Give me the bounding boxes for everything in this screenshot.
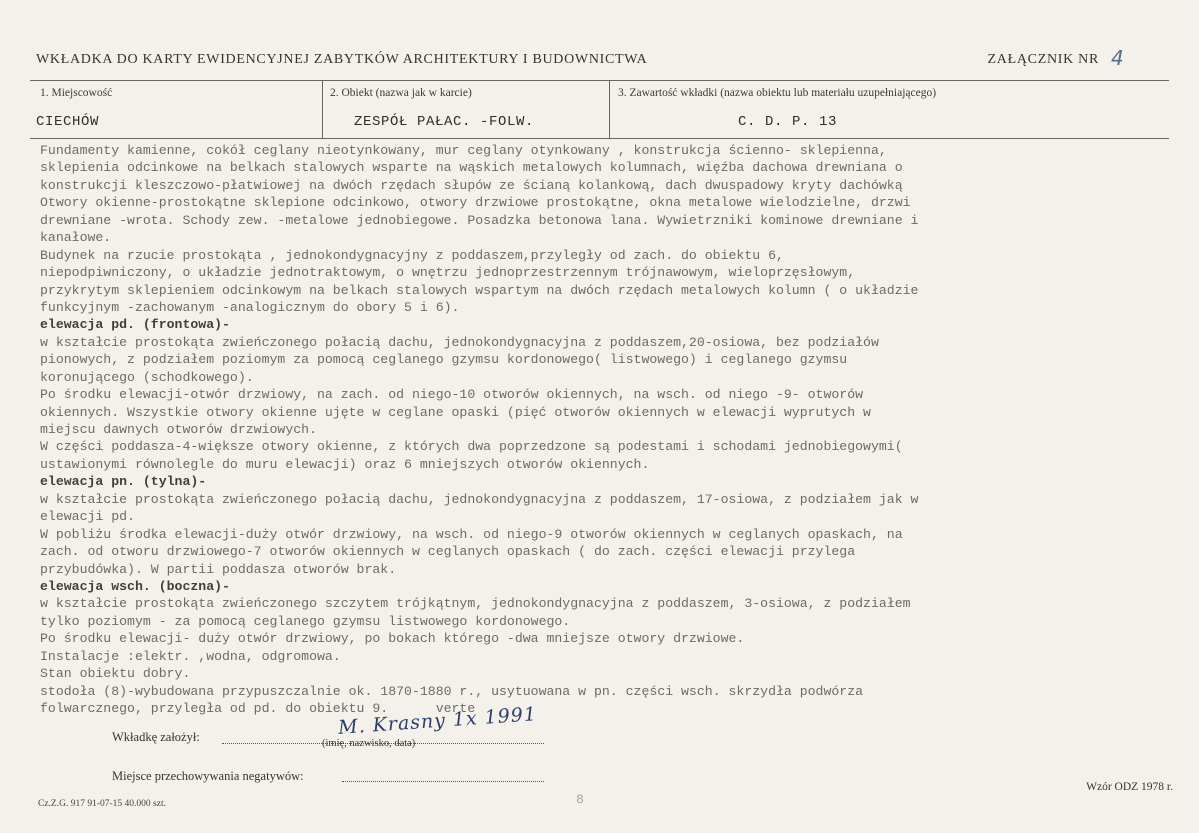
- text-line: stodoła (8)-wybudowana przypuszczalnie ok. 1870-1880 r., usytuowana w pn. części wsch. skrzydła podwórza: [40, 683, 864, 699]
- page-number: 8: [576, 792, 584, 807]
- locality-label: 1. Miejscowość: [40, 87, 113, 99]
- locality-value: CIECHÓW: [36, 114, 100, 130]
- text-line: miejscu dawnych otworów drzwiowych.: [40, 422, 317, 437]
- form-title: WKŁADKA DO KARTY EWIDENCYJNEJ ZABYTKÓW ARCHITEKTURY I BUDOWNICTWA: [36, 52, 648, 67]
- text-line: zach. od otworu drzwiowego-7 otworów okiennych w ceglanych opaskach ( do zach. części elewacji przylega: [40, 544, 856, 560]
- negatives-label: Miejsce przechowywania negatywów:: [112, 769, 304, 783]
- text-line: okiennych. Wszystkie otwory okienne ujęte w ceglane opaski (pięć otworów okiennych w elewacji wyprutych w: [40, 404, 871, 420]
- text-line: przykrytym sklepieniem odcinkowym na belkach stalowych wspartym na dwóch rzędach metalowych kolumn ( o układzie: [40, 282, 919, 298]
- text-line: drewniane -wrota. Schody zew. -metalowe jednobiegowe. Posadzka betonowa lana. Wywietrzniki kominowe drewniane i: [40, 212, 919, 228]
- text-line: sklepienia odcinkowe na belkach stalowych wsparte na wąskich metalowych kolumnach, więźba dachowa drewniana o: [40, 160, 903, 176]
- text-line: ustawionymi równolegle do muru elewacji) oraz 6 mniejszych otworów okiennych.: [40, 456, 650, 472]
- table-bottom-border: [30, 138, 1169, 139]
- handwritten-signature: M. Krasny 1x 1991: [337, 703, 538, 739]
- text-line: w kształcie prostokąta zwieńczonego szczytem trójkątnym, jednokondygnacyjna z poddaszem, 3-osiowa, z podziałem: [40, 596, 911, 612]
- text-line: Po środku elewacji- duży otwór drzwiowy, po bokach którego -dwa mniejsze otwory drzwiowe.: [40, 631, 745, 647]
- negatives-line: [342, 781, 544, 782]
- text-line: funkcyjnym -zachowanym -analogicznym do obory 5 i 6).: [40, 299, 460, 315]
- contents-label: 3. Zawartość wkładki (nazwa obiektu lub materiału uzupełniającego): [618, 87, 937, 99]
- text-line: elewacji pd.: [40, 509, 135, 525]
- section-heading: elewacja pd. (frontowa)-: [40, 317, 230, 333]
- text-line: Budynek na rzucie prostokąta , jednokondygnacyjny z poddaszem,przyległy od zach. do obiektu 6,: [40, 247, 784, 263]
- signature-label: Wkładkę założył:: [112, 730, 200, 744]
- print-info: Cz.Z.G. 917 91-07-15 40.000 szt.: [38, 799, 166, 809]
- form-model: Wzór ODZ 1978 r.: [1086, 781, 1173, 793]
- text-line: tylko poziomym - za pomocą ceglanego gzymsu listwowego kordonowego.: [40, 613, 571, 629]
- description-text: [40, 142, 1175, 717]
- column-divider-1: [322, 80, 323, 138]
- attachment-number: 4: [1111, 46, 1125, 70]
- section-heading: elewacja wsch. (boczna)-: [40, 578, 230, 594]
- text-line: w kształcie prostokąta zwieńczonego połacią dachu, jednokondygnacyjna z poddaszem,20-osiowa, bez podziałów: [40, 334, 879, 350]
- text-line: kanałowe.: [40, 230, 112, 246]
- text-line: Stan obiektu dobry.: [40, 666, 191, 682]
- text-line: Instalacje :elektr. ,wodna, odgromowa.: [40, 648, 341, 664]
- object-label: 2. Obiekt (nazwa jak w karcie): [330, 87, 472, 99]
- text-line: Po środku elewacji-otwór drzwiowy, na zach. od niego-10 otworów okiennych, na wsch. od niego -9- otworów: [40, 387, 864, 403]
- text-line: w kształcie prostokąta zwieńczonego połacią dachu, jednokondygnacyjna z poddaszem, 17-osiowa, z podziałem jak w: [40, 491, 919, 507]
- text-line: folwarcznego, przyległa od pd. do obiektu 9. verte: [40, 701, 476, 716]
- text-line: koronującego (schodkowego).: [40, 369, 254, 385]
- text-line: niepodpiwniczony, o układzie jednotraktowym, o wnętrzu jednoprzestrzennym trójnawowym, wieloprzęsłowym,: [40, 265, 856, 281]
- text-line: Fundamenty kamienne, cokół ceglany nieotynkowany, mur ceglany otynkowany , konstrukcja ścienno- sklepienna,: [40, 143, 887, 158]
- attachment-label: [987, 46, 1125, 70]
- section-heading: elewacja pn. (tylna)-: [40, 474, 207, 490]
- text-line: W pobliżu środka elewacji-duży otwór drzwiowy, na wsch. od niego-9 otworów okiennych w ceglanych opaskach, na: [40, 526, 903, 542]
- signature-caption: (imię, nazwisko, data): [322, 738, 416, 749]
- text-line: W części poddasza-4-większe otwory okienne, z których dwa poprzedzone są podestami i schodami jednobiegowymi(: [40, 439, 903, 455]
- text-line: Otwory okienne-prostokątne sklepione odcinkowo, otwory drzwiowe prostokątne, okna metalowe wielodzielne, drzwi: [40, 195, 911, 211]
- table-top-border: [30, 80, 1169, 81]
- text-line: konstrukcji kleszczowo-płatwiowej na dwóch rzędach słupów ze ścianą kolankową, dach dwuspadowy kryty dachówką: [40, 177, 903, 193]
- object-value: ZESPÓŁ PAŁAC. -FOLW.: [354, 114, 535, 130]
- text-line: pionowych, z podziałem poziomym za pomocą ceglanego gzymsu kordonowego( listwowego) i ceglanego gzymsu: [40, 352, 848, 368]
- attachment-label-text: ZAŁĄCZNIK NR: [987, 52, 1099, 67]
- text-line: przybudówka). W partii poddasza otworów brak.: [40, 561, 397, 577]
- contents-value: C. D. P. 13: [738, 114, 838, 130]
- column-divider-2: [609, 80, 610, 138]
